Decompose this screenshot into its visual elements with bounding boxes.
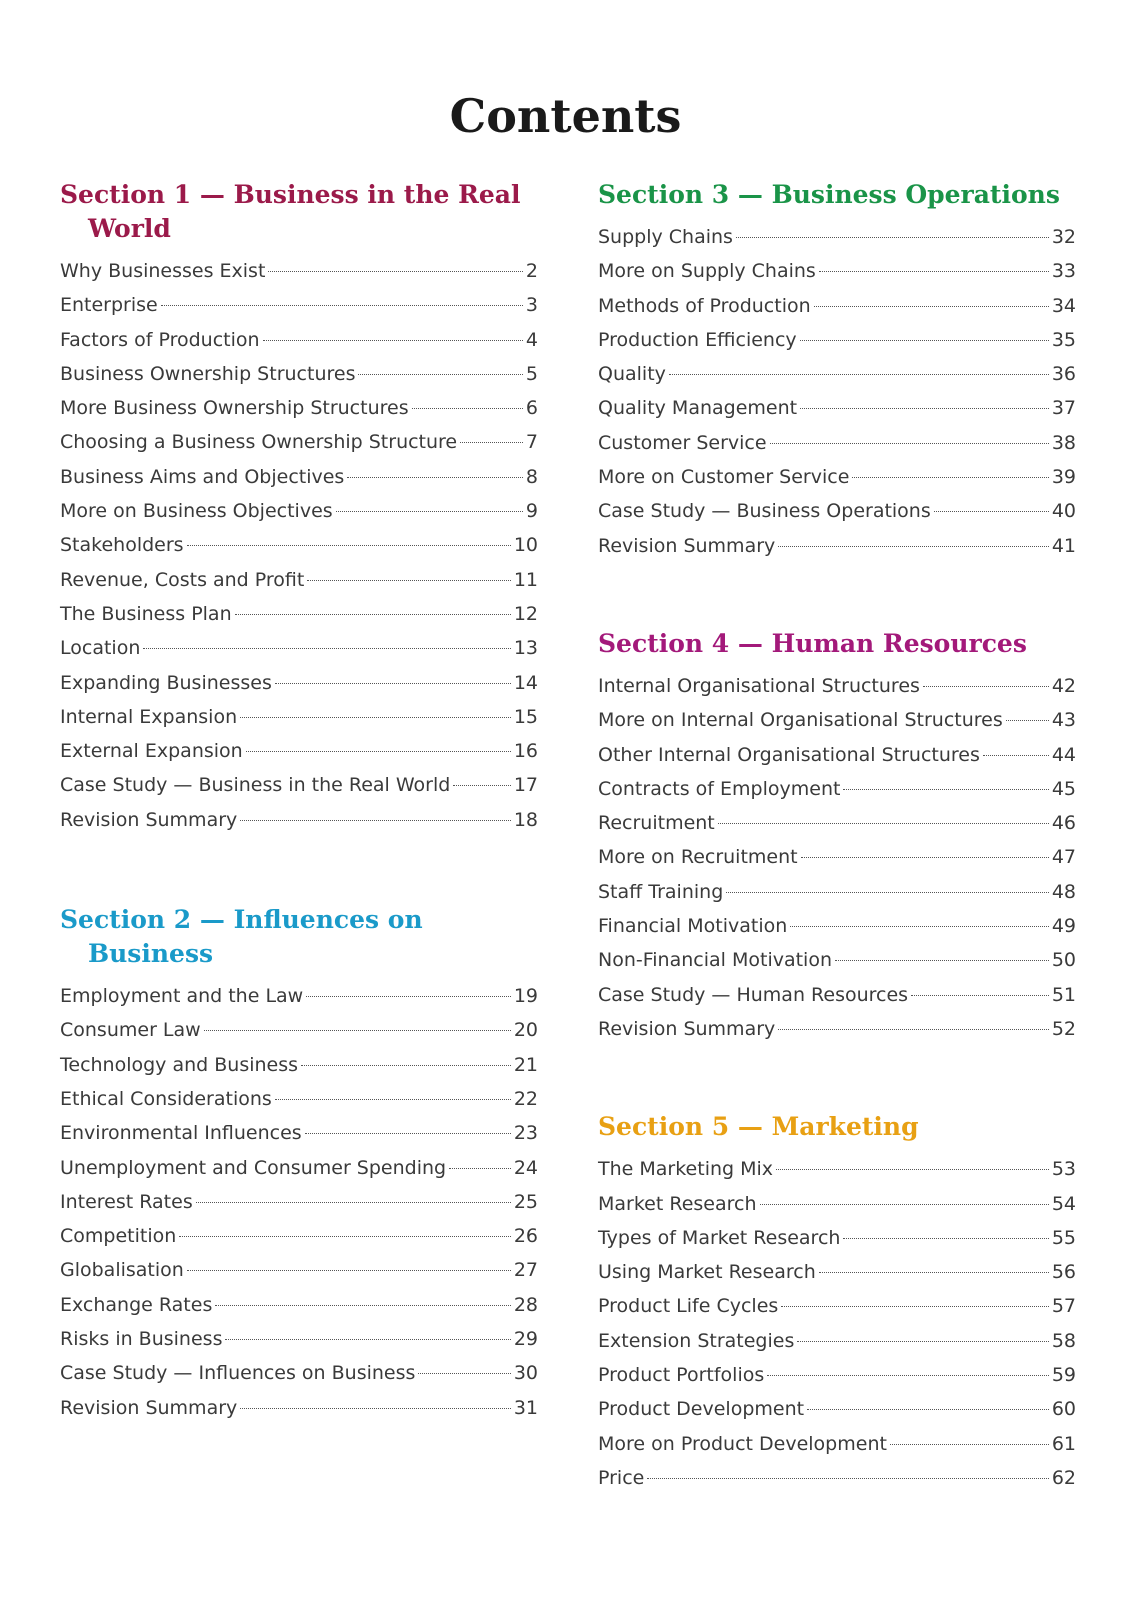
- toc-entry-page: 43: [1051, 709, 1076, 732]
- toc-entry-page: 58: [1051, 1329, 1076, 1352]
- toc-entry-title: Ethical Considerations: [60, 1087, 272, 1110]
- toc-entry[interactable]: [60, 1185, 538, 1219]
- toc-entry[interactable]: [60, 631, 538, 665]
- toc-entry-title: Case Study — Business Operations: [598, 500, 931, 523]
- toc-entry-title: Why Businesses Exist: [60, 260, 266, 282]
- toc-entry[interactable]: [60, 1219, 538, 1253]
- dot-leader: [449, 1168, 511, 1169]
- toc-entry-title: Staff Training: [598, 880, 724, 903]
- toc-entry-title: Consumer Law: [60, 1019, 201, 1042]
- toc-entry-page: 11: [513, 568, 538, 591]
- dot-leader: [1006, 720, 1049, 721]
- dot-leader: [726, 892, 1049, 893]
- toc-entry[interactable]: [598, 772, 1076, 806]
- dot-leader: [800, 340, 1049, 341]
- toc-list: [598, 1152, 1076, 1495]
- dot-leader: [807, 1409, 1049, 1410]
- toc-entry[interactable]: [60, 666, 538, 700]
- toc-entry[interactable]: [60, 1151, 538, 1185]
- toc-entry-title: Case Study — Influences on Business: [60, 1362, 416, 1385]
- dot-leader: [240, 717, 511, 718]
- dot-leader: [797, 1341, 1048, 1342]
- dot-leader: [235, 614, 511, 615]
- toc-entry-page: 5: [525, 362, 538, 385]
- dot-leader: [268, 271, 523, 272]
- dot-leader: [843, 789, 1048, 790]
- toc-entry-title: Factors of Production: [60, 328, 260, 351]
- dot-leader: [790, 926, 1049, 927]
- toc-entry-title: Internal Organisational Structures: [598, 674, 920, 697]
- toc-list: [598, 669, 1076, 1046]
- dot-leader: [187, 1270, 511, 1271]
- dot-leader: [305, 1133, 511, 1134]
- toc-entry-page: 36: [1051, 363, 1076, 386]
- toc-entry[interactable]: [598, 1461, 1076, 1495]
- toc-entry-page: 37: [1051, 397, 1076, 420]
- toc-entry-title: More on Product Development: [598, 1432, 887, 1455]
- toc-entry[interactable]: [60, 1288, 538, 1322]
- toc-entry[interactable]: [598, 978, 1076, 1012]
- section-heading: Section 2 — Influences on Business: [60, 905, 423, 969]
- toc-entry[interactable]: [598, 669, 1076, 703]
- dot-leader: [814, 306, 1049, 307]
- dot-leader: [358, 374, 522, 375]
- toc-entry-page: 50: [1051, 949, 1076, 972]
- toc-entry-title: Competition: [60, 1225, 177, 1248]
- left-column: [60, 178, 538, 1425]
- section-heading: Section 5 — Marketing: [598, 1112, 919, 1142]
- toc-entry-title: Product Portfolios: [598, 1364, 765, 1387]
- toc-entry-page: 52: [1051, 1017, 1076, 1040]
- dot-leader: [778, 546, 1049, 547]
- toc-entry[interactable]: [598, 909, 1076, 943]
- toc-entry[interactable]: [598, 1221, 1076, 1255]
- toc-entry[interactable]: [60, 254, 538, 288]
- toc-entry-page: 31: [513, 1396, 538, 1419]
- toc-entry[interactable]: [598, 1392, 1076, 1426]
- dot-leader: [770, 443, 1049, 444]
- toc-entry-title: More on Supply Chains: [598, 260, 816, 283]
- toc-entry-page: 57: [1051, 1295, 1076, 1318]
- toc-entry[interactable]: [60, 1116, 538, 1150]
- toc-entry-title: Location: [60, 637, 141, 660]
- dot-leader: [412, 408, 523, 409]
- toc-entry[interactable]: [598, 806, 1076, 840]
- dot-leader: [819, 1272, 1049, 1273]
- dot-leader: [143, 648, 510, 649]
- toc-entry-title: Risks in Business: [60, 1328, 223, 1351]
- toc-entry-title: Enterprise: [60, 294, 158, 317]
- toc-entry-page: 15: [513, 705, 538, 728]
- toc-entry-page: 62: [1051, 1466, 1076, 1489]
- toc-entry-title: More Business Ownership Structures: [60, 397, 409, 420]
- toc-entry[interactable]: [60, 1356, 538, 1390]
- dot-leader: [890, 1444, 1049, 1445]
- toc-entry-title: Exchange Rates: [60, 1293, 213, 1316]
- toc-entry-title: Choosing a Business Ownership Structure: [60, 431, 458, 454]
- dot-leader: [196, 1202, 511, 1203]
- page-title: Contents: [449, 89, 682, 143]
- toc-entry-title: Business Aims and Objectives: [60, 465, 345, 488]
- toc-entry-title: Other Internal Organisational Structures: [598, 743, 980, 766]
- toc-entry[interactable]: [598, 1012, 1076, 1046]
- toc-entry-title: More on Recruitment: [598, 846, 798, 869]
- dot-leader: [204, 1030, 511, 1031]
- toc-entry-page: 7: [525, 431, 538, 454]
- toc-entry-title: More on Customer Service: [598, 466, 850, 489]
- toc-entry-page: 27: [513, 1259, 538, 1282]
- toc-entry-title: Methods of Production: [598, 294, 811, 317]
- toc-entry-title: Using Market Research: [598, 1261, 816, 1284]
- toc-entry-title: Revision Summary: [598, 534, 776, 557]
- dot-leader: [911, 995, 1049, 996]
- toc-entry[interactable]: [598, 738, 1076, 772]
- section-heading: Section 3 — Business Operations: [598, 180, 1060, 209]
- toc-entry-title: Expanding Businesses: [60, 671, 272, 694]
- dot-leader: [418, 1373, 510, 1374]
- toc-entry[interactable]: [598, 840, 1076, 874]
- toc-entry-page: 35: [1051, 328, 1076, 351]
- toc-entry[interactable]: [598, 220, 1076, 254]
- dot-leader: [760, 1204, 1049, 1205]
- toc-entry-page: 9: [525, 500, 538, 523]
- toc-entry-title: Non-Financial Motivation: [598, 949, 833, 972]
- section-5: [598, 1110, 1076, 1495]
- toc-entry-page: 33: [1051, 260, 1076, 283]
- toc-entry-title: Market Research: [598, 1192, 757, 1215]
- toc-entry[interactable]: [60, 494, 538, 528]
- toc-entry[interactable]: [60, 700, 538, 734]
- dot-leader: [767, 1375, 1049, 1376]
- toc-entry-page: 12: [513, 602, 538, 625]
- toc-entry-page: 53: [1051, 1158, 1076, 1181]
- toc-entry[interactable]: [598, 494, 1076, 528]
- toc-entry-title: Financial Motivation: [598, 915, 788, 938]
- toc-entry-page: 21: [513, 1053, 538, 1076]
- toc-entry[interactable]: [598, 460, 1076, 494]
- toc-entry[interactable]: [598, 1358, 1076, 1392]
- section-4: [598, 627, 1076, 1046]
- toc-entry-title: Technology and Business: [60, 1053, 299, 1076]
- toc-entry-page: 19: [513, 985, 538, 1008]
- toc-entry-title: Revenue, Costs and Profit: [60, 568, 305, 591]
- toc-entry-page: 56: [1051, 1261, 1076, 1284]
- toc-entry[interactable]: [60, 323, 538, 357]
- dot-leader: [934, 511, 1049, 512]
- dot-leader: [275, 1099, 511, 1100]
- toc-entry[interactable]: [60, 734, 538, 768]
- toc-entry-title: More on Internal Organisational Structures: [598, 709, 1003, 732]
- toc-entry[interactable]: [60, 425, 538, 459]
- dot-leader: [843, 1238, 1048, 1239]
- dot-leader: [161, 305, 523, 306]
- toc-entry-title: Globalisation: [60, 1259, 184, 1282]
- toc-entry-title: Case Study — Business in the Real World: [60, 774, 451, 797]
- toc-entry-page: 47: [1051, 846, 1076, 869]
- toc-entry-title: Case Study — Human Resources: [598, 983, 909, 1006]
- dot-leader: [800, 408, 1049, 409]
- dot-leader: [647, 1478, 1048, 1479]
- toc-entry-page: 10: [513, 534, 538, 557]
- dot-leader: [179, 1236, 511, 1237]
- toc-entry-title: Contracts of Employment: [598, 777, 841, 800]
- toc-entry-title: Recruitment: [598, 812, 715, 835]
- toc-entry[interactable]: [598, 323, 1076, 357]
- toc-entry-title: Customer Service: [598, 431, 767, 454]
- toc-entry-title: Unemployment and Consumer Spending: [60, 1156, 447, 1179]
- dot-leader: [669, 374, 1049, 375]
- toc-entry-title: Environmental Influences: [60, 1122, 302, 1145]
- toc-entry-page: 6: [525, 397, 538, 420]
- toc-entry-title: Production Efficiency: [598, 328, 797, 351]
- toc-entry-title: The Marketing Mix: [598, 1158, 774, 1181]
- toc-entry[interactable]: [598, 529, 1076, 563]
- toc-entry[interactable]: [60, 528, 538, 562]
- toc-entry-page: 22: [513, 1087, 538, 1110]
- toc-entry-page: 4: [525, 328, 538, 351]
- toc-entry[interactable]: [60, 563, 538, 597]
- toc-entry-page: 3: [525, 294, 538, 317]
- dot-leader: [246, 751, 511, 752]
- toc-entry-title: Supply Chains: [598, 226, 733, 248]
- toc-entry-title: Quality: [598, 363, 666, 386]
- toc-entry[interactable]: [60, 1048, 538, 1082]
- toc-entry-page: 17: [513, 774, 538, 797]
- toc-entry-page: 46: [1051, 812, 1076, 835]
- toc-entry[interactable]: [60, 768, 538, 802]
- toc-entry[interactable]: [60, 288, 538, 322]
- toc-entry-page: 40: [1051, 500, 1076, 523]
- toc-entry-page: 51: [1051, 983, 1076, 1006]
- dot-leader: [778, 1029, 1049, 1030]
- toc-entry-page: 24: [513, 1156, 538, 1179]
- dot-leader: [453, 785, 510, 786]
- dot-leader: [347, 477, 523, 478]
- toc-entry-title: Internal Expansion: [60, 705, 238, 728]
- toc-entry-page: 42: [1051, 674, 1076, 697]
- toc-entry[interactable]: [598, 1324, 1076, 1358]
- toc-list: [598, 220, 1076, 563]
- toc-entry-page: 2: [525, 260, 538, 282]
- toc-entry-page: 48: [1051, 880, 1076, 903]
- toc-entry[interactable]: [60, 597, 538, 631]
- dot-leader: [983, 755, 1049, 756]
- dot-leader: [215, 1305, 510, 1306]
- toc-entry-title: Revision Summary: [60, 808, 238, 831]
- section-heading: Section 1 — Business in the Real World: [60, 180, 521, 243]
- toc-entry-title: Extension Strategies: [598, 1329, 795, 1352]
- toc-entry[interactable]: [60, 1082, 538, 1116]
- toc-entry-page: 32: [1051, 226, 1076, 248]
- dot-leader: [736, 237, 1049, 238]
- toc-entry-page: 45: [1051, 777, 1076, 800]
- toc-entry-page: 29: [513, 1328, 538, 1351]
- toc-entry-page: 8: [525, 465, 538, 488]
- section-heading: Section 4 — Human Resources: [598, 628, 1027, 658]
- dot-leader: [306, 996, 511, 997]
- toc-entry-title: Business Ownership Structures: [60, 362, 356, 385]
- section-1: [60, 178, 538, 837]
- section-2: [60, 903, 538, 1425]
- dot-leader: [819, 271, 1049, 272]
- toc-entry-title: Product Development: [598, 1398, 805, 1421]
- toc-entry[interactable]: [60, 803, 538, 837]
- dot-leader: [852, 477, 1048, 478]
- toc-entry-page: 30: [513, 1362, 538, 1385]
- toc-entry-title: Revision Summary: [598, 1017, 776, 1040]
- toc-entry-page: 18: [513, 808, 538, 831]
- toc-entry-title: External Expansion: [60, 740, 243, 763]
- toc-entry[interactable]: [60, 460, 538, 494]
- toc-entry[interactable]: [598, 426, 1076, 460]
- toc-entry[interactable]: [598, 1187, 1076, 1221]
- dot-leader: [336, 511, 523, 512]
- dot-leader: [776, 1169, 1049, 1170]
- dot-leader: [187, 545, 511, 546]
- toc-entry-page: 54: [1051, 1192, 1076, 1215]
- toc-entry-title: Revision Summary: [60, 1396, 238, 1419]
- toc-entry-page: 59: [1051, 1364, 1076, 1387]
- toc-entry-page: 25: [513, 1190, 538, 1213]
- dot-leader: [781, 1306, 1049, 1307]
- toc-entry[interactable]: [598, 943, 1076, 977]
- toc-entry-page: 49: [1051, 915, 1076, 938]
- toc-entry-page: 34: [1051, 294, 1076, 317]
- toc-entry[interactable]: [60, 1253, 538, 1287]
- toc-entry[interactable]: [598, 1289, 1076, 1323]
- toc-entry-page: 44: [1051, 743, 1076, 766]
- toc-entry[interactable]: [598, 391, 1076, 425]
- toc-entry-page: 60: [1051, 1398, 1076, 1421]
- toc-entry[interactable]: [60, 979, 538, 1013]
- toc-entry-page: 28: [513, 1293, 538, 1316]
- toc-entry-title: More on Business Objectives: [60, 500, 333, 523]
- toc-entry-title: Quality Management: [598, 397, 798, 420]
- toc-entry[interactable]: [60, 357, 538, 391]
- toc-entry-title: Price: [598, 1466, 645, 1489]
- toc-entry-page: 41: [1051, 534, 1076, 557]
- toc-entry[interactable]: [598, 254, 1076, 288]
- dot-leader: [275, 683, 511, 684]
- toc-entry-title: The Business Plan: [60, 602, 232, 625]
- right-column: [598, 178, 1076, 1495]
- toc-entry-title: Types of Market Research: [598, 1226, 841, 1249]
- toc-entry-page: 26: [513, 1225, 538, 1248]
- toc-entry-page: 16: [513, 740, 538, 763]
- toc-entry[interactable]: [598, 289, 1076, 323]
- dot-leader: [240, 820, 511, 821]
- toc-entry-page: 61: [1051, 1432, 1076, 1455]
- toc-entry-page: 55: [1051, 1226, 1076, 1249]
- toc-entry[interactable]: [60, 1391, 538, 1425]
- dot-leader: [460, 442, 523, 443]
- toc-entry[interactable]: [598, 1255, 1076, 1289]
- toc-entry-page: 23: [513, 1122, 538, 1145]
- toc-entry[interactable]: [598, 357, 1076, 391]
- toc-entry-page: 20: [513, 1019, 538, 1042]
- toc-entry-page: 14: [513, 671, 538, 694]
- toc-entry-page: 38: [1051, 431, 1076, 454]
- toc-list: [60, 254, 538, 837]
- dot-leader: [301, 1065, 511, 1066]
- toc-entry-title: Stakeholders: [60, 534, 184, 557]
- toc-entry[interactable]: [60, 391, 538, 425]
- toc-list: [60, 979, 538, 1425]
- toc-entry[interactable]: [598, 875, 1076, 909]
- dot-leader: [835, 960, 1049, 961]
- toc-entry[interactable]: [598, 1427, 1076, 1461]
- dot-leader: [718, 823, 1049, 824]
- toc-entry-title: Employment and the Law: [60, 985, 304, 1008]
- toc-entry-page: 39: [1051, 466, 1076, 489]
- toc-entry-title: Product Life Cycles: [598, 1295, 779, 1318]
- dot-leader: [923, 686, 1049, 687]
- toc-entry[interactable]: [598, 1152, 1076, 1186]
- toc-entry-page: 13: [513, 637, 538, 660]
- toc-entry[interactable]: [60, 1013, 538, 1047]
- toc-entry[interactable]: [598, 703, 1076, 737]
- toc-entry[interactable]: [60, 1322, 538, 1356]
- toc-entry-title: Interest Rates: [60, 1190, 193, 1213]
- dot-leader: [240, 1408, 511, 1409]
- dot-leader: [225, 1339, 510, 1340]
- dot-leader: [307, 580, 510, 581]
- section-3: [598, 178, 1076, 563]
- dot-leader: [263, 340, 523, 341]
- dot-leader: [801, 857, 1049, 858]
